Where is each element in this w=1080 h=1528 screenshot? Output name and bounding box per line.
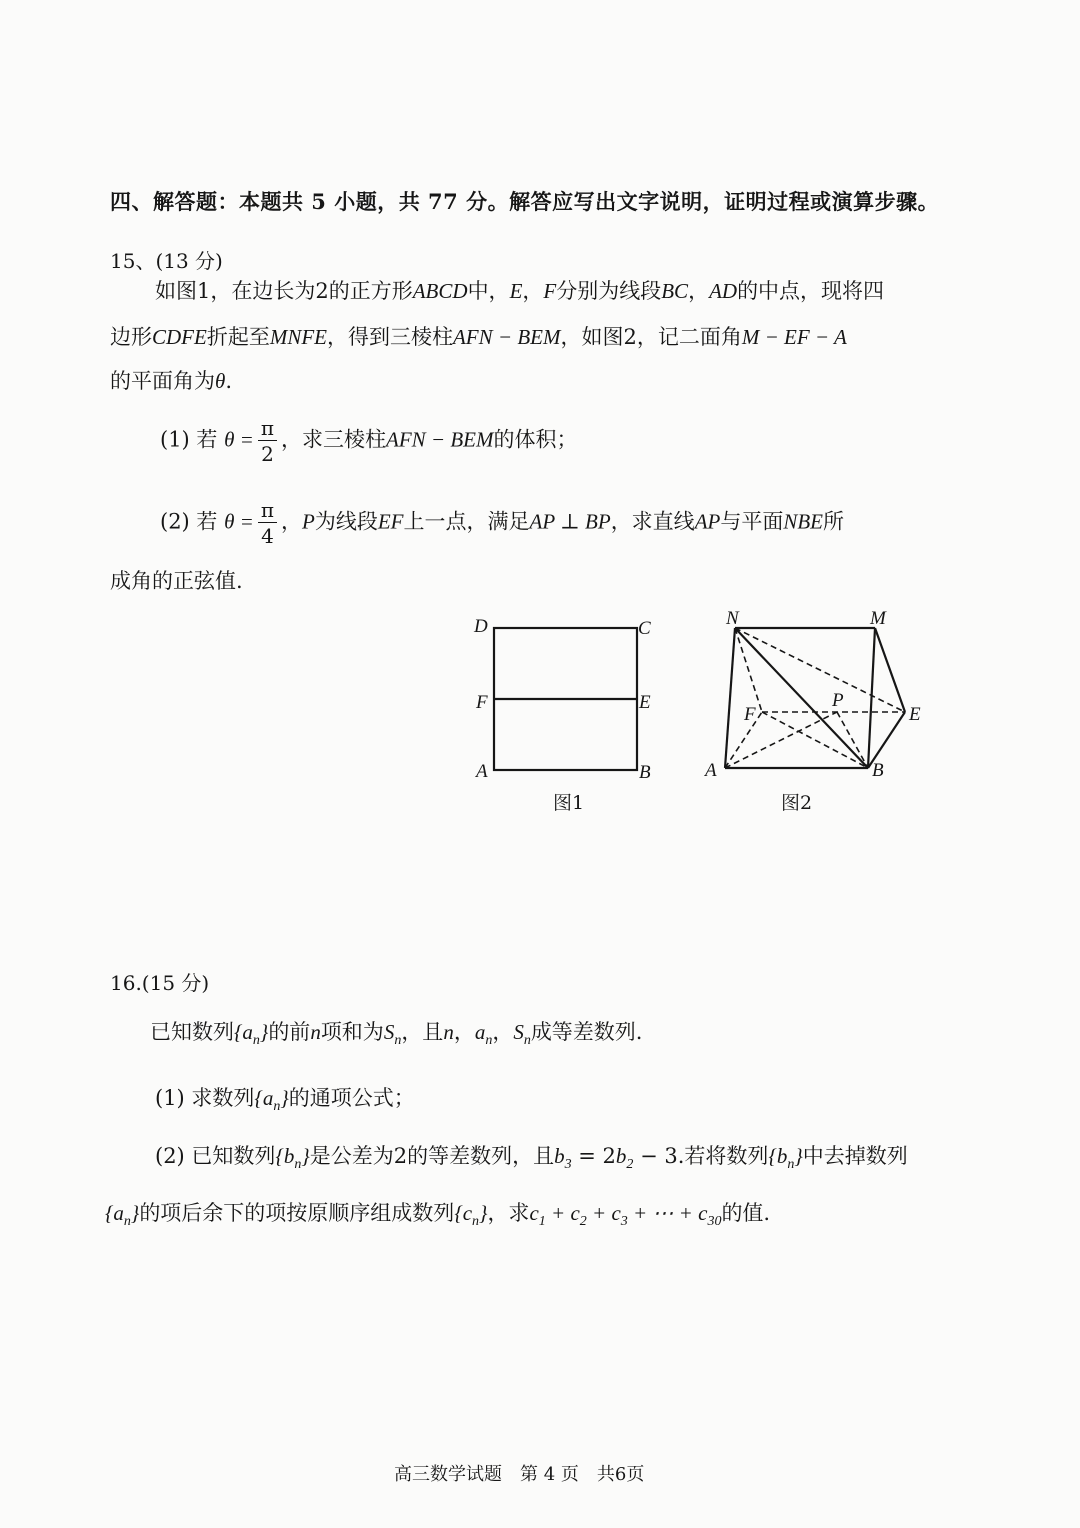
q16-text: .若将数列 [677,1144,769,1168]
var-s [513,1020,531,1049]
op-plus: + [545,1201,571,1225]
q16-part1 [155,1083,415,1122]
q16-eq: − 3 [633,1144,678,1168]
q15-text: ，得到三棱柱 [326,325,453,349]
term-b-name: b [554,1144,565,1168]
q16-text: 中去掉数列 [802,1144,908,1168]
q15-text: 与平面 [720,509,784,534]
label-a: A [476,761,488,782]
q15-text: 的中点，现将四 [737,279,885,303]
label-c: C [638,618,651,639]
q15-p: P [302,509,315,534]
seq-a-name: {a [234,1020,253,1044]
label-f: F [476,692,488,713]
fraction-numerator: π [258,418,277,441]
figure-1-caption: 图1 [553,792,585,814]
q15-ad: AD [709,279,738,303]
q15-text: . [225,369,233,393]
fraction-denominator: 2 [261,442,274,466]
q15-part1-theta: θ = [224,427,254,452]
q16-text: 已知数列 [150,1020,234,1044]
q15-part2 [160,500,844,546]
q15-text: ， [688,279,710,303]
var-n: n [310,1020,321,1044]
label-a: A [705,760,717,781]
q15-text: 分别为线段 [556,279,662,303]
term-c: c [570,1201,580,1225]
q15-text: 为线段 [314,509,378,534]
var-a-sub: n [485,1033,493,1049]
q15-bc: BC [661,279,689,303]
seq-a [234,1020,269,1049]
seq-c-close: } [479,1201,488,1225]
term-c: c [529,1201,539,1225]
q15-text: 所 [823,509,845,534]
q15-text: ， [522,279,544,303]
figure-2-caption: 图2 [781,792,813,814]
label-b: B [872,760,884,781]
seq-c-sub: n [472,1214,480,1230]
edge-na [725,628,735,768]
seq-a-name: {a [105,1201,124,1225]
sum-expression [529,1201,722,1230]
q15-theta: θ [215,369,226,393]
q16-text: 项和为 [320,1020,384,1044]
term-b-sub: 2 [626,1157,634,1173]
q16-text: 的前 [268,1020,311,1044]
q15-text: 的平面角为 [110,369,215,393]
seq-b [768,1144,803,1173]
var-s-sub: n [394,1033,402,1049]
label-m: M [870,608,886,629]
seq-b-sub: n [787,1157,795,1173]
q15-number: 15、(13 分) [110,249,223,273]
label-n: N [726,608,739,629]
q15-nbe: NBE [783,509,824,534]
fraction [258,418,277,464]
term-b-name: b [615,1144,627,1168]
edge-nb [735,628,868,768]
page-footer: 高三数学试题 第 4 页 共6页 [394,1464,645,1485]
term-c-sub: 1 [538,1214,546,1230]
var-s-sub: n [523,1033,531,1049]
edge-nf-hidden [735,628,762,712]
fraction-denominator: 4 [261,524,274,548]
q15-text: 中， [467,279,510,303]
q16-number: 16.(15 分) [110,971,210,995]
q15-part2-cont: 成角的正弦值. [110,569,243,593]
q15-prism: AFN − BEM [452,325,561,349]
q15-ef: EF [377,509,404,534]
q16-part1-label: (1) 求数列 [155,1086,255,1110]
fraction-numerator: π [258,500,277,523]
q15-text: 折起至 [206,325,270,349]
q16-part2-line1 [155,1141,908,1180]
q16-text: 的通项公式； [288,1086,415,1110]
term-b2 [615,1144,634,1173]
edge-ap-hidden [725,712,837,768]
seq-b [275,1144,310,1173]
q15-text: ， [281,509,303,534]
q16-text: 的值. [721,1201,771,1225]
label-e: E [909,704,921,725]
q16-text: ，且 [401,1020,444,1044]
q15-cdfe: CDFE [152,325,207,349]
seq-a-close: } [130,1201,140,1225]
var-s-name: S [383,1020,395,1044]
q15-f: F [543,279,557,303]
q15-ap: AP [694,509,721,534]
term-c-sub: 3 [620,1214,628,1230]
term-c-sub: 2 [579,1214,587,1230]
seq-c [454,1201,488,1230]
figure-2 [700,600,950,840]
var-s-name: S [513,1020,524,1044]
q15-text: 上一点，满足 [403,509,530,534]
q16-text: ， [453,1020,475,1044]
q16-part2-line2 [105,1198,770,1237]
term-b3 [554,1144,572,1173]
seq-b-name: {b [768,1144,788,1168]
term-c-sub: 30 [707,1214,722,1230]
q16-number-two: 2 [393,1144,408,1168]
q16-stem [150,1017,643,1056]
seq-a-name: {a [254,1086,274,1110]
q15-mnfe: MNFE [269,325,327,349]
label-p: P [832,690,844,711]
fraction [258,500,277,546]
term-b-sub: 3 [564,1157,572,1173]
seq-b-sub: n [294,1157,302,1173]
q15-text: 的体积； [493,427,578,452]
var-a [474,1020,493,1049]
edge-mb [868,628,875,768]
q16-text: ，求 [487,1201,530,1225]
q15-part1 [160,418,578,464]
q15-part2-theta: θ = [224,509,254,534]
q16-text: 的项后余下的项按原顺序组成数列 [139,1201,455,1225]
q15-text: 如图1，在边长为2的正方形 [155,279,413,303]
q15-perp: AP ⊥ BP [529,509,611,534]
section-header: 四、解答题：本题共 5 小题，共 77 分。解答应写出文字说明，证明过程或演算步骤。 [110,189,940,214]
q15-part1-label: (1) 若 [160,427,218,452]
label-f: F [744,704,756,725]
op-plus: + [586,1201,612,1225]
q15-stem-line2 [110,322,847,352]
q15-stem-line3 [110,366,232,396]
q16-eq: = 2 [571,1144,616,1168]
q16-part2-label: (2) 已知数列 [155,1144,276,1168]
seq-a [254,1086,289,1115]
q15-text: ，求直线 [610,509,695,534]
q16-text: 的等差数列，且 [407,1144,555,1168]
q15-dihedral: M − EF − A [741,325,847,349]
label-e: E [639,692,651,713]
var-s [383,1020,402,1049]
seq-b-close: } [301,1144,310,1168]
q16-text: 成等差数列. [530,1020,643,1044]
q15-part2-label: (2) 若 [160,509,218,534]
seq-b-name: {b [275,1144,295,1168]
seq-b-close: } [794,1144,803,1168]
label-d: D [474,616,488,637]
seq-a-close: } [259,1020,269,1044]
q15-abcd: ABCD [412,279,468,303]
q15-text: ，求三棱柱 [281,427,387,452]
seq-a-close: } [280,1086,289,1110]
seq-a [105,1201,140,1230]
seq-a-sub: n [123,1214,131,1230]
op-plus: + ⋯ + [627,1201,699,1225]
term-c: c [698,1201,708,1225]
q15-prism: AFN − BEM [386,427,494,452]
seq-c-name: {c [454,1201,473,1225]
q16-text: ， [492,1020,514,1044]
seq-a-sub: n [252,1033,260,1049]
term-c: c [611,1201,621,1225]
q16-text: 是公差为 [309,1144,394,1168]
var-n: n [443,1020,454,1044]
label-b: B [639,762,651,783]
q15-text: ，如图2，记二面角 [560,325,742,349]
q15-text: 边形 [110,325,152,349]
var-a-name: a [474,1020,486,1044]
q15-e: E [509,279,523,303]
q15-stem-line1 [155,276,884,306]
seq-a-sub: n [273,1099,281,1115]
